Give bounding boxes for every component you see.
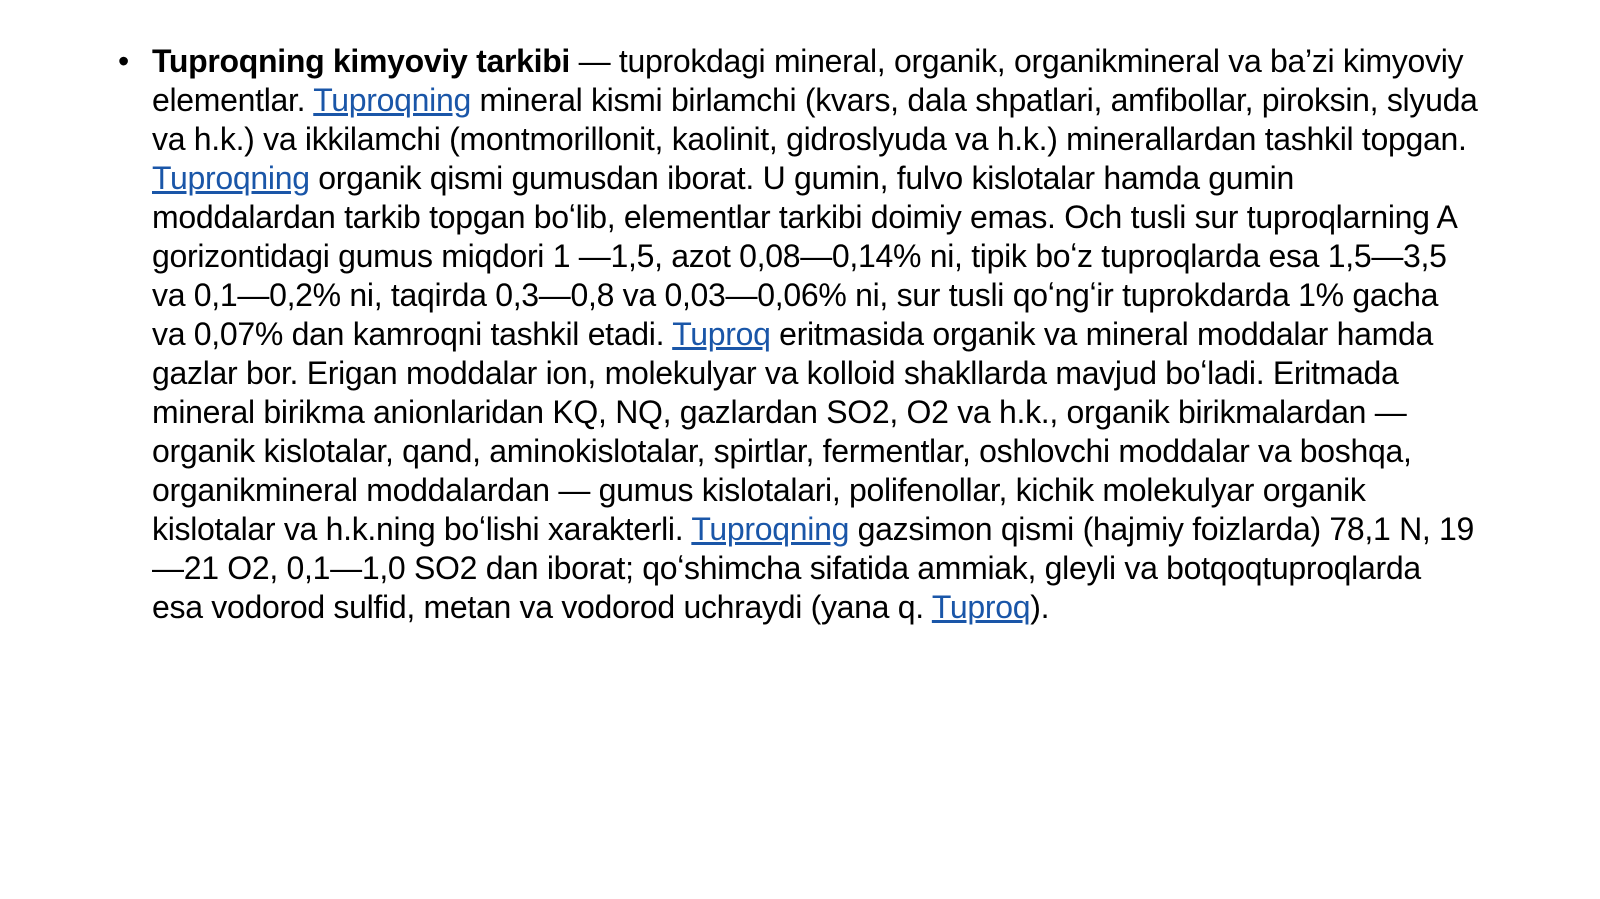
link-tuproq[interactable]: Tuproq — [672, 316, 771, 352]
text-segment: — tuprokdagi mineral, organik, organikmineral va ba’zi kimyoviy elementlar. — [152, 43, 1464, 118]
text-segment: mineral kismi birlamchi (kvars, dala shpatlari, amfibollar, piroksin, slyuda va h.k.) va ikkilamchi (montmorillonit, kaolinit, gidroslyuda va h.k.) minerallardan tashkil topgan. — [152, 82, 1478, 157]
bullet-marker: • — [118, 43, 129, 79]
text-segment: ). — [1030, 589, 1050, 625]
link-tuproqning[interactable]: Tuproqning — [691, 511, 850, 547]
bullet-list — [118, 42, 1478, 627]
link-tuproqning[interactable]: Tuproqning — [152, 160, 310, 196]
bold-term: Tuproqning kimyoviy tarkibi — [152, 43, 571, 79]
text-segment: organik qismi gumusdan iborat. U gumin, fulvo kislotalar hamda gumin moddalardan tarkib topgan boʻlib, elementlar tarkibi doimiy emas. Och tusli sur tuproqlarning A gorizontidagi gumus miqdori 1 —1,5, azot 0,08—0,14% ni, tipik boʻz tuproqlarda esa 1,5—3,5 va 0,1—0,2% ni, taqirda 0,3—0,8 va 0,03—0,06% ni, sur tusli qoʻngʻir tuprokdarda 1% gacha va 0,07% dan kamroqni tashkil etadi. — [152, 160, 1456, 352]
text-segment: eritmasida organik va mineral moddalar hamda gazlar bor. Erigan moddalar ion, molekulyar va kolloid shakllarda mavjud boʻladi. Eritmada mineral birikma anionlaridan KQ, NQ, gazlardan SO2, O2 va h.k., organik birikmalardan — organik kislotalar, qand, aminokislotalar, spirtlar, fermentlar, oshlovchi moddalar va boshqa, organikmineral moddalardan — gumus kislotalari, polifenollar, kichik molekulyar organik kislotalar va h.k.ning boʻlishi xarakterli. — [152, 316, 1433, 547]
bullet-item — [118, 42, 1478, 627]
link-tuproqning[interactable]: Tuproqning — [313, 82, 471, 118]
link-tuproq[interactable]: Tuproq — [931, 589, 1031, 625]
text-segment: gazsimon qismi (hajmiy foizlarda) 78,1 N, 19—21 O2, 0,1—1,0 SO2 dan iborat; qoʻshimcha sifatida ammiak, gleyli va botqoqtuproqlarda esa vodorod sulfid, metan va vodorod uchraydi (yana q. — [152, 511, 1475, 625]
